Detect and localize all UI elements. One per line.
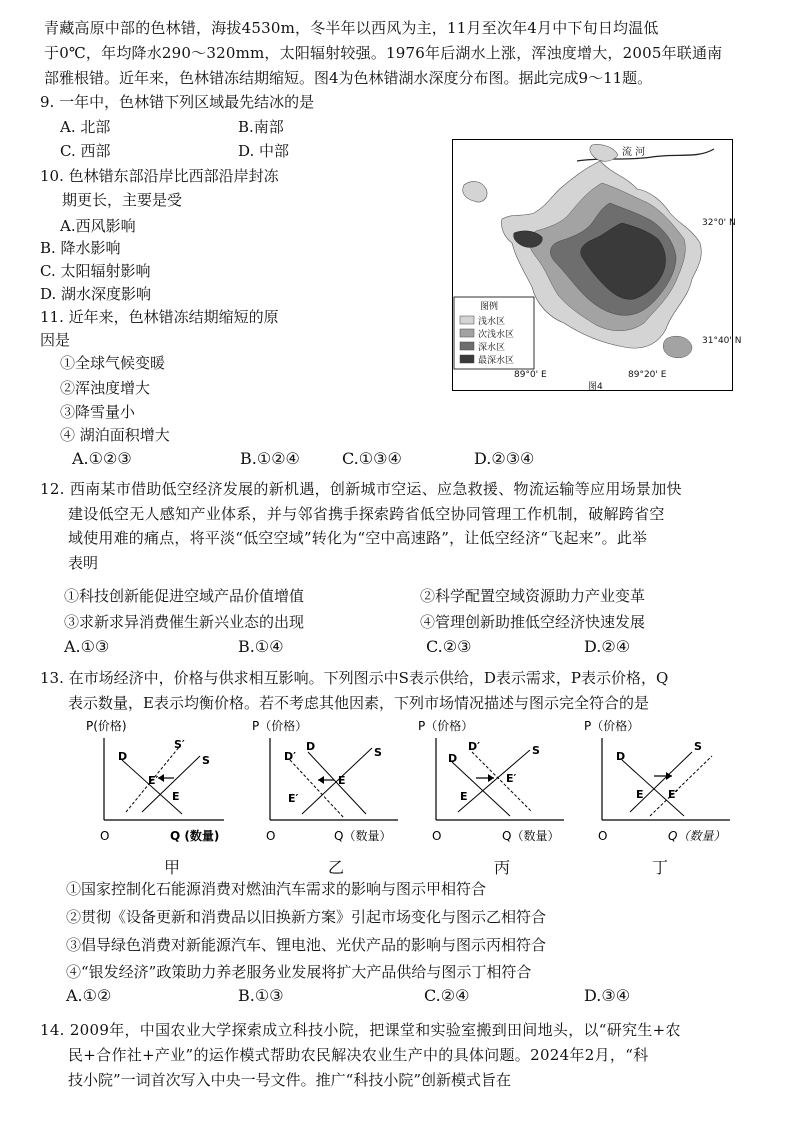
q13-item-1: ①国家控制化石能源消费对燃油汽车需求的影响与图示甲相符合 xyxy=(66,880,487,898)
q12-item-4: ④管理创新助推低空经济快速发展 xyxy=(420,613,646,631)
q13-option-b[interactable]: B.①③ xyxy=(238,986,284,1005)
legend-label-sub-shallow: 次浅水区 xyxy=(478,330,515,340)
q9-option-d[interactable]: D. 中部 xyxy=(238,142,290,160)
legend-title: 图例 xyxy=(480,302,499,312)
q12-option-c[interactable]: C.②③ xyxy=(426,637,472,656)
q11-item-2: ②浑浊度增大 xyxy=(60,379,151,397)
graph-yi-ylabel: P（价格） xyxy=(252,719,308,733)
q11-option-b[interactable]: B.①②④ xyxy=(240,449,300,468)
graph-jia xyxy=(82,716,232,850)
legend-label-shallow: 浅水区 xyxy=(478,317,506,327)
graph-ding-supply-line xyxy=(630,752,692,812)
graph-bing-label-e: E xyxy=(460,790,468,803)
graph-yi-label-s: S xyxy=(374,746,382,759)
graph-jia-arrow-head xyxy=(158,774,164,782)
q11-item-4: ④ 湖泊面积增大 xyxy=(60,426,170,444)
graph-bing-ylabel: P（价格） xyxy=(418,719,474,733)
q9-stem: 9. 一年中，色林错下列区域最先结冰的是 xyxy=(40,93,315,111)
graph-yi-label-e: E xyxy=(338,774,346,787)
q12-stem-1: 12. 西南某市借助低空经济发展的新机遇，创新城市空运、应急救援、物流运输等应用场景加快 xyxy=(40,480,682,498)
q11-item-3: ③降雪量小 xyxy=(60,403,136,421)
legend-swatch-shallow xyxy=(460,316,474,324)
graph-ding-label-e: E xyxy=(636,788,644,801)
graph-ding-ylabel: P（价格） xyxy=(584,719,640,733)
graph-bing-name: 丙 xyxy=(494,858,511,877)
q12-stem-3: 域使用难的痛点，将平淡“低空空域”转化为“空中高速路”，让低空经济“飞起来”。此举 xyxy=(68,529,648,547)
q14-stem-1: 14. 2009年，中国农业大学探索成立科技小院，把课堂和实验室搬到田间地头，以“研究生+农 xyxy=(40,1021,681,1039)
q12-option-a[interactable]: A.①③ xyxy=(64,637,110,656)
q10-stem-1: 10. 色林错东部沿岸比西部沿岸封冻 xyxy=(40,167,279,185)
lake-depth-map-svg xyxy=(452,139,742,392)
q13-option-d[interactable]: D.③④ xyxy=(584,986,631,1005)
intro-line-2: 于0℃，年均降水290～320mm，太阳辐射较强。1976年后湖水上涨，浑浊度增大，2005年联通南 xyxy=(44,44,723,62)
graph-jia-label-ep: E′ xyxy=(148,774,159,787)
lat-label-2: 31°40' N xyxy=(702,336,742,346)
lat-label-1: 32°0' N xyxy=(702,218,736,228)
lake-depth-map xyxy=(452,139,742,392)
q10-stem-2: 期更长，主要是受 xyxy=(62,191,183,209)
graph-bing-demand-prime-line xyxy=(472,752,532,812)
graph-yi xyxy=(248,716,408,850)
graph-yi-name: 乙 xyxy=(328,858,345,877)
graph-yi-origin: O xyxy=(266,829,276,843)
figure-caption: 图4 xyxy=(588,382,603,392)
q12-option-d[interactable]: D.②④ xyxy=(584,637,631,656)
graph-yi-svg xyxy=(248,716,408,850)
graph-jia-label-sp: S′ xyxy=(174,738,185,751)
river-label: 流 河 xyxy=(622,147,646,158)
graph-yi-label-ep: E′ xyxy=(288,792,299,805)
graph-bing-origin: O xyxy=(432,829,442,843)
intro-line-3: 部雅根错。近年来，色林错冻结期缩短。图4为色林错湖水深度分布图。据此完成9～11题。 xyxy=(44,69,653,87)
graph-ding-supply-prime-line xyxy=(650,756,712,816)
q12-stem-2: 建设低空无人感知产业体系，并与邻省携手探索跨省低空协同管理工作机制，破解跨省空 xyxy=(68,505,665,523)
graph-bing-label-d: D xyxy=(448,752,458,765)
q10-option-c[interactable]: C. 太阳辐射影响 xyxy=(40,262,151,280)
q12-stem-4: 表明 xyxy=(68,554,99,572)
graph-ding-label-d: D xyxy=(616,750,626,763)
q11-stem-1: 11. 近年来，色林错冻结期缩短的原 xyxy=(40,308,279,326)
q11-stem-2: 因是 xyxy=(40,331,71,349)
graph-ding-svg xyxy=(580,716,740,850)
q13-item-4: ④“银发经济”政策助力养老服务业发展将扩大产品供给与图示丁相符合 xyxy=(66,963,532,981)
graph-bing-supply-line xyxy=(458,750,530,812)
graph-bing-label-s: S xyxy=(532,744,540,757)
graph-jia-label-e: E xyxy=(172,790,180,803)
q14-stem-2: 民+合作社+产业”的运作模式帮助农民解决农业生产中的具体问题。2024年2月，“科 xyxy=(68,1046,649,1064)
graph-bing-xlabel: Q（数量） xyxy=(502,829,560,843)
map-legend xyxy=(454,297,534,369)
q12-item-2: ②科学配置空域资源助力产业变革 xyxy=(420,587,646,605)
graph-ding-xlabel: Q（数量） xyxy=(668,829,726,843)
legend-swatch-deepest xyxy=(460,355,474,363)
graph-yi-label-dp: D′ xyxy=(284,750,297,763)
graph-ding xyxy=(580,716,740,850)
q9-option-b[interactable]: B.南部 xyxy=(238,118,284,136)
graph-bing-label-dp: D′ xyxy=(468,740,481,753)
q11-option-a[interactable]: A.①②③ xyxy=(72,449,132,468)
legend-label-deepest: 最深水区 xyxy=(478,356,515,366)
q13-option-c[interactable]: C.②④ xyxy=(424,986,470,1005)
graph-jia-origin: O xyxy=(100,829,110,843)
q12-item-3: ③求新求异消费催生新兴业态的出现 xyxy=(64,613,305,631)
graph-ding-label-ep: E′ xyxy=(668,788,679,801)
graph-jia-svg xyxy=(82,716,232,850)
graph-yi-arrow-head xyxy=(318,776,324,784)
q13-stem-2: 表示数量，E表示均衡价格。若不考虑其他因素，下列市场情况描述与图示完全符合的是 xyxy=(68,694,649,712)
q12-option-b[interactable]: B.①④ xyxy=(238,637,284,656)
graph-yi-xlabel: Q（数量） xyxy=(334,829,392,843)
graph-bing xyxy=(414,716,574,850)
q10-option-a[interactable]: A.西风影响 xyxy=(60,217,136,235)
q13-option-a[interactable]: A.①② xyxy=(66,986,112,1005)
legend-swatch-deep xyxy=(460,342,474,350)
graph-bing-demand-line xyxy=(452,762,510,816)
q11-option-c[interactable]: C.①③④ xyxy=(342,449,402,468)
q13-item-2: ②贯彻《设备更新和消费品以旧换新方案》引起市场变化与图示乙相符合 xyxy=(66,908,547,926)
graph-yi-demand-prime-line xyxy=(290,760,344,818)
graph-jia-name: 甲 xyxy=(164,858,181,877)
q10-option-b[interactable]: B. 降水影响 xyxy=(40,239,121,257)
graph-ding-arrow-head xyxy=(666,772,672,780)
q12-item-1: ①科技创新能促进空域产品价值增值 xyxy=(64,587,305,605)
legend-swatch-sub-shallow xyxy=(460,329,474,337)
graph-yi-supply-line xyxy=(302,748,372,814)
graph-ding-name: 丁 xyxy=(652,858,669,877)
q9-option-a[interactable]: A. 北部 xyxy=(60,118,111,136)
graph-ding-label-s: S xyxy=(694,740,702,753)
graph-jia-ylabel: P(价格) xyxy=(86,719,127,733)
q9-option-c[interactable]: C. 西部 xyxy=(60,142,111,160)
graph-bing-svg xyxy=(414,716,574,850)
graph-yi-label-d: D xyxy=(306,740,316,753)
q13-item-3: ③倡导绿色消费对新能源汽车、锂电池、光伏产品的影响与图示丙相符合 xyxy=(66,936,547,954)
lon-label-1: 89°0' E xyxy=(514,370,547,380)
graph-jia-xlabel: Q (数量) xyxy=(170,829,220,843)
lon-label-2: 89°20' E xyxy=(628,370,667,380)
legend-label-deep: 深水区 xyxy=(478,343,506,353)
q10-option-d[interactable]: D. 湖水深度影响 xyxy=(40,285,152,303)
graph-bing-label-ep: E′ xyxy=(506,772,517,785)
graph-ding-origin: O xyxy=(598,829,608,843)
q11-option-d[interactable]: D.②③④ xyxy=(474,449,535,468)
q13-stem-1: 13. 在市场经济中，价格与供求相互影响。下列图示中S表示供给，D表示需求，P表示价格，Q xyxy=(40,669,669,687)
q11-item-1: ①全球气候变暖 xyxy=(60,354,166,372)
graph-jia-label-s: S xyxy=(202,754,210,767)
intro-line-1: 青藏高原中部的色林错，海拔4530m，冬半年以西风为主，11月至次年4月中下旬日均温低 xyxy=(44,19,659,37)
graph-jia-label-d: D xyxy=(118,750,128,763)
graph-bing-arrow-head xyxy=(488,774,494,782)
q14-stem-3: 技小院”一词首次写入中央一号文件。推广“科技小院”创新模式旨在 xyxy=(68,1071,512,1089)
